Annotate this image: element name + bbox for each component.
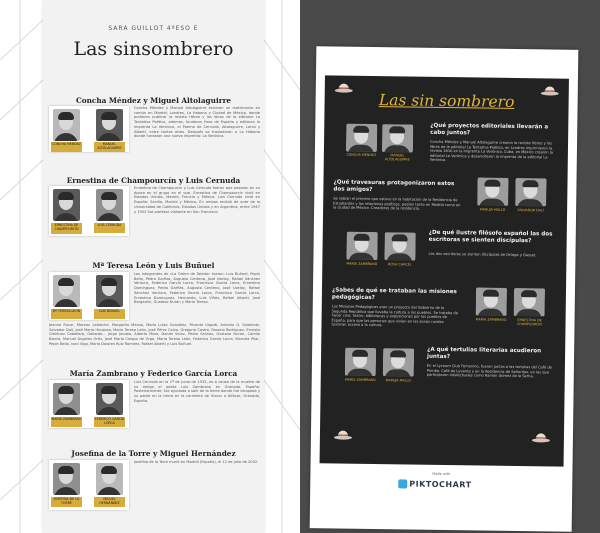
portrait-photo: [346, 232, 377, 260]
hat-icon: [532, 433, 550, 443]
person-label: MARÍA ZAMBRANO: [344, 377, 376, 383]
piktochart-wordmark: PIKTOCHART: [409, 479, 472, 490]
pair-title: María Zambrano y Federico García Lorca: [69, 369, 238, 378]
person-label: Mª TERESA LEÓN: [51, 309, 82, 319]
infographic-title: Las sinsombrero: [73, 38, 234, 60]
person-label: ROSA CHACEL: [388, 262, 412, 267]
question-heading: ¿Sabes de qué se trataban las misiones pedagógicas?: [331, 287, 457, 301]
portrait-photo: [53, 463, 80, 495]
person-label: SALVADOR DALÍ: [517, 208, 544, 213]
portrait-photo: [384, 232, 415, 260]
person-label: MIGUEL HERNÁNDEZ: [94, 497, 125, 507]
portrait-photo: [53, 275, 80, 307]
pair-title: Ernestina de Champourcín y Luis Cernuda: [66, 176, 241, 185]
piktochart-logo-icon: [398, 479, 407, 488]
pair-text: Ernestina de Champourcín y Luis Cernuda fueron que pasaron en su época en el grupo en el que, Ernestina de Champourcín vivió en Estados Unidos, Madrid, Francia y México. Luis Cernuda vivió en España: Sevilla, Madrid y México. En ambos recibió de ante de la Universidad de California, Estados Unidos y en Argentina, entre 1947 y 1952 fue profesor visitante en San Francisco.: [134, 186, 260, 214]
answer-text: Los Misiones Pedagógicas eran un proyecto del Gobierno de la Segunda República que llevaba la cultura a los pueblos. Se trataba de hacer cine, teatro, bibliotecas y exposiciones por los pueblos de España, para que las personas que vivían en las zonas rurales tuvieran acceso a la cultura.: [331, 304, 458, 328]
portrait-photo: [476, 287, 507, 315]
portrait-photo: [514, 288, 545, 316]
photo-card: [49, 186, 129, 236]
infographic-title: Las sin sombrero: [378, 91, 515, 111]
person-label: MANUEL ALTOLAGUIRRE: [384, 153, 410, 162]
person-label: MANUEL ALTOLAGUIRRE: [94, 142, 125, 152]
person-label: MARUJA MALLO: [479, 207, 506, 212]
pair-title: Mª Teresa León y Luis Buñuel: [92, 261, 215, 270]
pair-section: [43, 365, 264, 433]
person-label: ERNESTINA DE CHAMPOURCÍN: [517, 318, 542, 327]
pair-section: [43, 172, 264, 242]
person-label: CONCHA MÉNDEZ: [346, 152, 377, 158]
author-name: SARA GUILLOT 4ºESO E: [108, 25, 199, 32]
pair-text: Josefina de la Torre murió en Madrid (España), el 12 de julio de 2002.: [134, 460, 259, 464]
pair-text: Los integrantes de «La Orden de Toledo» fueron: Luis Buñuel, Pepín Bello, Pedro Garfias, Augusto Centeno, José Uzelay, Rafael Sánchez Ventura, Federico García Lorca, Francisco García Lorca, Ernestino Dominguez, Pedro Garfias, Augusto Centeno, José Uzelay, Rafael Sánchez Ventura, Federico García Lorca, Francisco García Lorca, Ernestino Dominguez, Hernando, Luis Viñes, Rafael Alberti, José Bergamín, Gustavo Durán y María Teresa.: [134, 272, 260, 305]
portrait-photo: [96, 189, 123, 221]
portrait-photo: [53, 109, 80, 141]
pair-title: Josefina de la Torre y Miguel Hernández: [71, 449, 236, 458]
photo-card: [49, 106, 129, 152]
piktochart-brand: [398, 478, 488, 490]
pair-section: [43, 257, 264, 357]
person-label: MARÍA ZAMBRANO: [346, 261, 378, 267]
portrait-photo: [53, 383, 80, 415]
person-label: LUIS CERNUDA: [94, 223, 125, 233]
pair-text: Luis Cernuda en la 1ª de junio de 1932, es a causa de la muerte de su amigo el poeta Luis Zambrano en Granada, España. Posteriormente, fue ayudada a salir de la tierra donde fue atrapada y su padre en la tierra en la carretera de Víznar a Alfacar, Granada, España.: [134, 380, 260, 403]
answer-text: Las dos escritoras se sienten discípulas de Ortega y Gasset.: [428, 251, 537, 258]
person-label: MARÍA ZAMBRANO: [475, 317, 507, 322]
person-label: LUIS BUÑUEL: [94, 309, 125, 319]
person-label: MARUJA MALLO: [385, 378, 411, 383]
answer-text: En el Lyceum Club Femenino, fueron juntas a las tertulias del Café de Pombo, Café de Levante y en la Residencia de Señoritas, en las que participaron intelectuales como Ramón Gómez de la Serna.: [426, 363, 552, 379]
portrait-photo: [96, 383, 123, 415]
pair-text: Concha Méndez y Manuel Altolaguirre tuvieron un matrimonio en común en Madrid, Londres, La Habana y Ciudad de México, donde pudieron publicar la revista Héroe y los libros de la editorial La Tentativa Poética, además, fundaron Hora de España y editaron la imprenta La Verónica, el Poema de Cernuda, Altolaguirre, Lorca y Alberti, entre tantos otros. Después se trasladaron a La Habana donde fundaron una nueva imprenta: La Verónica.: [134, 106, 260, 139]
question-heading: ¿De qué ilustre filósofo español las dos escritoras se sienten discípulas?: [428, 229, 553, 244]
portrait-photo: [382, 124, 413, 152]
person-label: MARÍA ZAMBRANO: [51, 417, 82, 427]
portrait-photo: [346, 124, 377, 152]
hat-icon: [334, 430, 352, 440]
right-infographic: [310, 46, 579, 532]
person-label: FEDERICO GARCÍA LORCA: [94, 417, 125, 427]
question-heading: ¿Qué travesuras protagonizaron estos dos amigos?: [333, 179, 455, 193]
portrait-photo: [96, 463, 123, 495]
question-heading: ¿A qué tertulias literarias acudieron juntas?: [427, 346, 542, 360]
pair-extra-text: Jeanne Rucar, Moreau Lebleche, Margarita Manso, María Luisa González, Ricardo Urgoiti, Antonio G. Solalinde, Salvador Dalí, José María Hinojosa, María Teresa León, José Pérez Calvo, Gregorio Castro, Rosario Rodríguez, Ernesto Giménez Caballero, Gallardo... Jorge Jacobo, Alberto Moro, Daniel Sainz, Pedro Salinas, Gustavo Durán, Camilo Barcia, Manuel Ángeles Ortiz, José María Crespo de Orga, María Teresa León, Federico García Lorca, Marcela Pilar, Pepín Bello, Ivan Vigo, María Dolores Ruiz Ramírez, Rafael Alberti y Luis Buñuel.: [49, 323, 260, 346]
portrait-photo: [345, 348, 376, 376]
photo-card: [49, 380, 129, 428]
pair-section: [43, 92, 264, 154]
pair-title: Concha Méndez y Miguel Altolaguirre: [75, 96, 232, 105]
answer-text: Se sabían el primero que estuvo en la habitación de la Residencia de Estudiantes y las relaciones poéticas, pedían tanto en Madrid como en la ciudad de México. Creadores de la residencia.: [333, 196, 461, 211]
portrait-photo: [515, 178, 546, 206]
photo-card: [49, 460, 129, 510]
answer-text: Concha Méndez y Manuel Altolaguirre crearon la revista Héroe y los libros de la editorial La Tentativa Poética, en Londres imprimieron la revista 1616 en la imprenta La Verónica, Cuba, en México crearon la editorial La Verónica y desarrollaron la imprenta de la editorial La Verónica.: [429, 139, 553, 163]
portrait-photo: [96, 275, 123, 307]
made-with-text: Made with: [432, 471, 451, 477]
question-heading: ¿Qué proyectos editoriales llevarán a cabo juntos?: [430, 122, 549, 136]
pair-section: [43, 445, 264, 533]
dark-board: [320, 75, 569, 466]
portrait-photo: [383, 348, 414, 376]
person-label: JOSEFINA DE LA TORRE: [51, 497, 82, 507]
portrait-photo: [477, 177, 508, 205]
person-label: ERNESTINA DE CHAMPOURCÍN: [51, 223, 82, 234]
portrait-photo: [96, 109, 123, 141]
person-label: CONCHA MÉNDEZ: [51, 142, 82, 152]
photo-card: [49, 272, 129, 320]
portrait-photo: [53, 189, 80, 221]
